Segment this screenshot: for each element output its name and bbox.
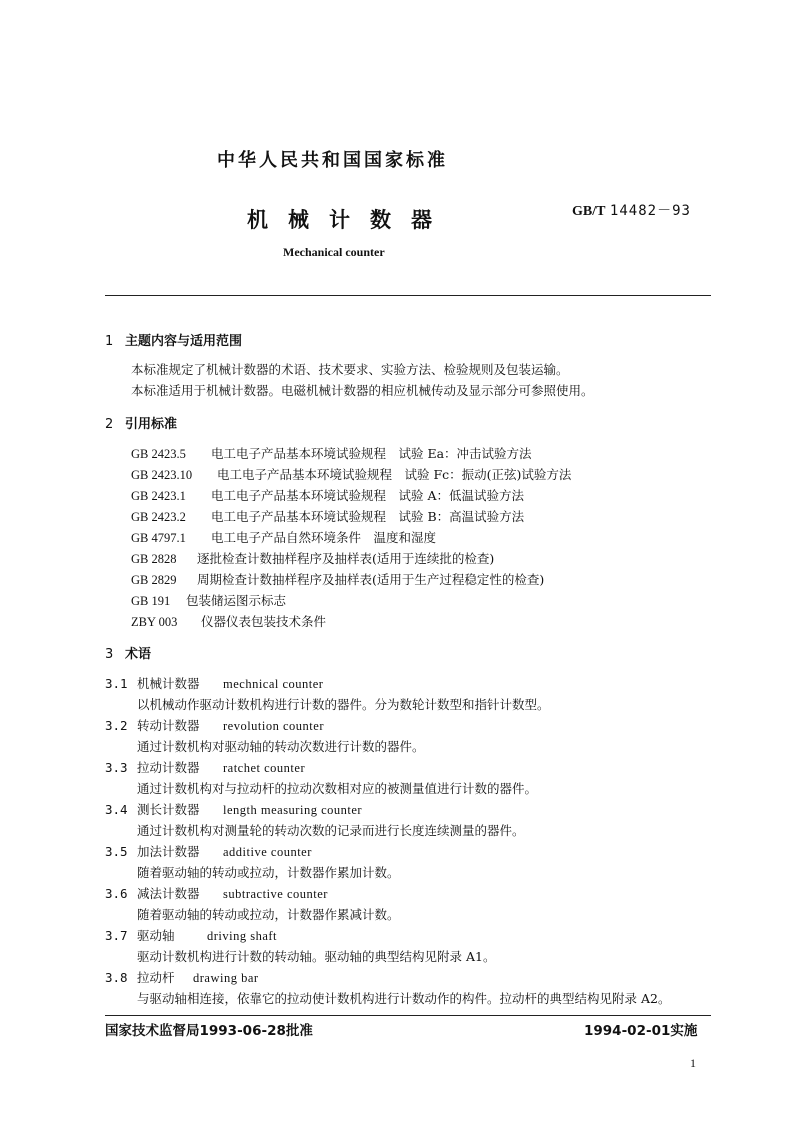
- term-number: 3.7: [105, 928, 128, 943]
- reference-code: GB 2828: [131, 552, 177, 566]
- term-entry: [105, 926, 277, 944]
- term-chinese: 转动计数器: [137, 718, 200, 733]
- term-english: subtractive counter: [223, 887, 328, 901]
- section-title: 术语: [125, 647, 152, 662]
- term-chinese: 加法计数器: [137, 844, 200, 859]
- term-definition: 随着驱动轴的转动或拉动，计数器作累减计数。: [137, 907, 400, 922]
- term-number: 3.6: [105, 886, 128, 901]
- reference-code: GB 2423.5: [131, 447, 186, 461]
- term-english: drawing bar: [193, 971, 259, 985]
- section-3-heading: [105, 643, 151, 662]
- term-number: 3.1: [105, 676, 128, 691]
- term-chinese: 拉动计数器: [137, 760, 200, 775]
- reference-item: [131, 507, 524, 525]
- approval-date: 国家技术监督局1993-06-28批准: [105, 1023, 313, 1039]
- term-entry: [105, 716, 324, 734]
- reference-code: GB 2423.2: [131, 510, 186, 524]
- term-english: length measuring counter: [223, 803, 363, 817]
- header-divider: [105, 295, 711, 296]
- paragraph: 本标准适用于机械计数器。电磁机械计数器的相应机械传动及显示部分可参照使用。: [131, 383, 594, 398]
- term-definition: 驱动计数机构进行计数的转动轴。驱动轴的典型结构见附录 A1。: [137, 949, 496, 964]
- reference-title: 电工电子产品自然环境条件 温度和湿度: [211, 530, 437, 545]
- reference-item: [131, 612, 326, 630]
- reference-title: 电工电子产品基本环境试验规程 试验 B：高温试验方法: [211, 509, 525, 524]
- section-2-heading: [105, 413, 177, 432]
- term-entry: [105, 968, 259, 986]
- english-title: Mechanical counter: [283, 245, 385, 259]
- document-title: 机械计数器: [247, 208, 452, 232]
- reference-code: GB 2829: [131, 573, 177, 587]
- footer-divider: [105, 1015, 711, 1016]
- reference-code: GB 2423.10: [131, 468, 193, 482]
- standard-code-number: 14482－93: [609, 203, 691, 219]
- term-number: 3.3: [105, 760, 128, 775]
- reference-item: [131, 465, 571, 483]
- page-number: 1: [690, 1056, 696, 1070]
- term-chinese: 减法计数器: [137, 886, 200, 901]
- reference-title: 电工电子产品基本环境试验规程 试验 Fc：振动(正弦)试验方法: [217, 467, 572, 482]
- reference-title: 电工电子产品基本环境试验规程 试验 Ea：冲击试验方法: [211, 446, 532, 461]
- term-definition: 通过计数机构对测量轮的转动次数的记录而进行长度连续测量的器件。: [137, 823, 525, 838]
- reference-item: [131, 570, 544, 588]
- term-number: 3.8: [105, 970, 128, 985]
- reference-code: GB 191: [131, 594, 171, 608]
- section-number: 2: [105, 417, 114, 432]
- term-definition: 随着驱动轴的转动或拉动，计数器作累加计数。: [137, 865, 400, 880]
- term-english: ratchet counter: [223, 761, 306, 775]
- reference-title: 包装储运图示标志: [186, 593, 287, 608]
- reference-title: 仪器仪表包装技术条件: [201, 614, 327, 629]
- term-chinese: 机械计数器: [137, 676, 200, 691]
- term-entry: [105, 842, 312, 860]
- term-definition: 与驱动轴相连接，依靠它的拉动使计数机构进行计数动作的构件。拉动杆的典型结构见附录 A2。: [137, 991, 671, 1006]
- section-1-heading: [105, 330, 242, 349]
- reference-title: 逐批检查计数抽样程序及抽样表(适用于连续批的检查): [197, 551, 495, 566]
- standard-code-prefix: GB/T: [572, 204, 606, 219]
- term-number: 3.4: [105, 802, 128, 817]
- section-title: 引用标准: [125, 417, 178, 432]
- reference-code: GB 2423.1: [131, 489, 186, 503]
- term-entry: [105, 800, 362, 818]
- term-chinese: 测长计数器: [137, 802, 200, 817]
- reference-code: ZBY 003: [131, 615, 178, 629]
- term-entry: [105, 884, 328, 902]
- reference-title: 电工电子产品基本环境试验规程 试验 A：低温试验方法: [211, 488, 525, 503]
- term-english: driving shaft: [207, 929, 278, 943]
- term-definition: 通过计数机构对驱动轴的转动次数进行计数的器件。: [137, 739, 425, 754]
- term-number: 3.2: [105, 718, 128, 733]
- reference-item: [131, 528, 436, 546]
- reference-item: [131, 591, 286, 609]
- term-english: mechnical counter: [223, 677, 324, 691]
- reference-item: [131, 549, 494, 567]
- term-number: 3.5: [105, 844, 128, 859]
- term-definition: 通过计数机构对与拉动杆的拉动次数相对应的被测量值进行计数的器件。: [137, 781, 538, 796]
- standard-code: [572, 200, 691, 220]
- section-number: 3: [105, 647, 114, 662]
- section-number: 1: [105, 334, 114, 349]
- term-chinese: 驱动轴: [137, 928, 175, 943]
- term-entry: [105, 674, 323, 692]
- term-entry: [105, 758, 305, 776]
- reference-title: 周期检查计数抽样程序及抽样表(适用于生产过程稳定性的检查): [197, 572, 545, 587]
- national-standard-heading: 中华人民共和国国家标准: [217, 150, 448, 171]
- reference-code: GB 4797.1: [131, 531, 186, 545]
- effective-date: 1994-02-01实施: [584, 1023, 698, 1039]
- term-english: revolution counter: [223, 719, 324, 733]
- term-english: additive counter: [223, 845, 312, 859]
- term-chinese: 拉动杆: [137, 970, 175, 985]
- section-title: 主题内容与适用范围: [125, 334, 243, 349]
- reference-item: [131, 444, 532, 462]
- term-definition: 以机械动作驱动计数机构进行计数的器件。分为数轮计数型和指针计数型。: [137, 697, 550, 712]
- reference-item: [131, 486, 524, 504]
- paragraph: 本标准规定了机械计数器的术语、技术要求、实验方法、检验规则及包装运输。: [131, 362, 569, 377]
